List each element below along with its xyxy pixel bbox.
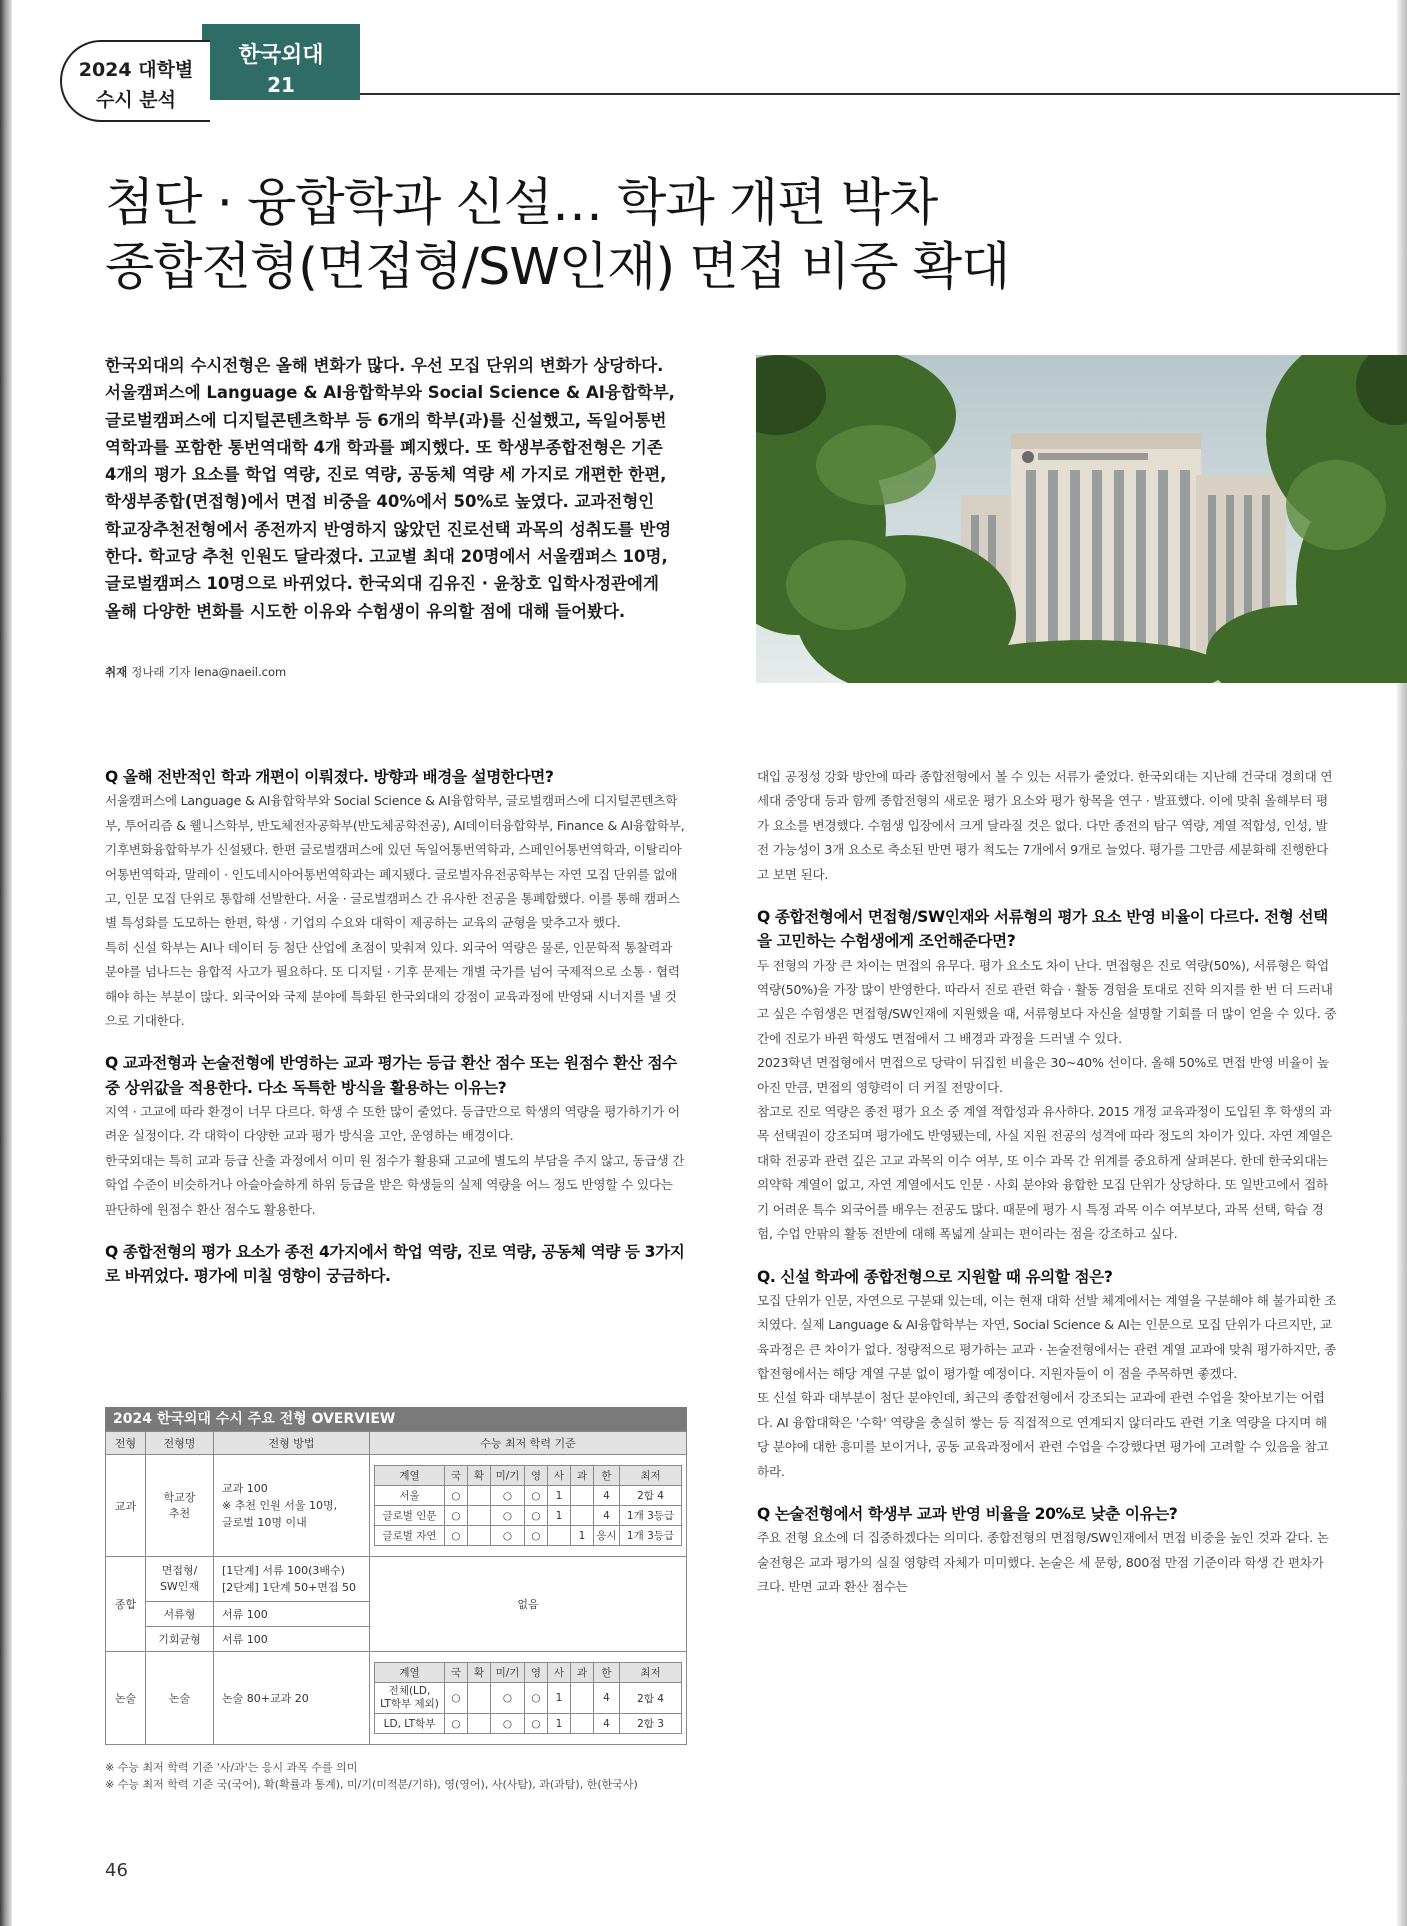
campus-photo-illustration [756, 355, 1407, 683]
cell: 2합 4 [620, 1683, 682, 1714]
series-number: 21 [267, 73, 295, 97]
cell: 4 [594, 1714, 620, 1734]
university-name: 한국외대 [238, 43, 324, 68]
track-name: 서류형 [146, 1602, 214, 1627]
article-headline [105, 172, 1305, 300]
headline-line2: 종합전형(면접형/SW인재) 면접 비중 확대 [105, 238, 1010, 297]
answer-1-para-1: 서울캠퍼스에 Language & AI융합학부와 Social Science & AI융합학부, 글로벌캠퍼스에 디지털콘텐츠학부, 투어리즘 & 웰니스학부, 반도체전자공학부(반도체공학전공), AI데이터융합학부, Finance & AI융합학부, 기후변화융합학부가 신설됐다. 한편 글로벌캠퍼스에 있던 독일어통번역학과, 스페인어통번역학과, 이탈리아어통번역학과, 말레이 · 인도네시아어통번역학과는 폐지됐다. 글로벌자유전공학부는 자연 모집 단위를 없애고, 인문 모집 단위로 통합해 선발한다. 서울 · 글로벌캠퍼스 간 유사한 전공을 통폐합했다. 이를 통해 캠퍼스별 특성화를 도모하는 한편, 학생 · 기업의 수요와 대학이 제공하는 교육의 균형을 맞추고자 했다. [105, 793, 685, 931]
cell [468, 1486, 491, 1506]
page-number: 46 [105, 1860, 128, 1881]
table-row [375, 1714, 682, 1734]
sub-header: 국 [445, 1466, 468, 1486]
gyogwa-min-table [374, 1465, 682, 1546]
group-cell: 논술 [106, 1652, 146, 1745]
group-cell: 교과 [106, 1455, 146, 1557]
cell [548, 1526, 571, 1546]
cell: ○ [491, 1506, 525, 1526]
cell: 4 [594, 1486, 620, 1506]
track-name: 기회균형 [146, 1627, 214, 1652]
cell: 글로벌 자연 [375, 1526, 445, 1546]
cell: ○ [525, 1714, 548, 1734]
cell: LD, LT학부 [375, 1714, 445, 1734]
spacer [757, 1484, 1337, 1502]
byline-text: 정나래 기자 lena@naeil.com [131, 665, 287, 679]
cell: 서울 [375, 1486, 445, 1506]
cell: ○ [445, 1506, 468, 1526]
answer-5-para-2: 또 신설 학과 대부분이 첨단 분야인데, 최근의 종합전형에서 강조되는 교과에 관련 수업을 찾아보기는 어렵다. AI 융합대학은 '수학' 역량을 충실히 쌓는 등 직접적으로 연계되지 않더라도 관련 기초 역량을 다지며 해당 분야에 대한 흥미를 보이거나, 공동 교육과정에서 관련 수업을 수강했다면 평가에 고려할 수 있음을 참고하라. [757, 1390, 1329, 1479]
cell [468, 1506, 491, 1526]
sub-header: 확 [468, 1663, 491, 1683]
answer-2-para-2: 한국외대는 특히 교과 등급 산출 과정에서 이미 원 점수가 활용돼 고교에 별도의 부담을 주지 않고, 동급생 간 학업 수준이 비슷하거나 아슬아슬하게 하위 등급을 받은 학생들의 실제 역량을 어느 정도 반영할 수 있다는 판단하에 원점수 환산 점수도 활용한다. [105, 1152, 685, 1217]
cell [571, 1714, 594, 1734]
answer-4-para-2: 2023학년 면접형에서 면접으로 당락이 뒤집힌 비율은 30~40% 선이다. 올해 50%로 면접 반영 비율이 높아진 만큼, 면접의 영향력이 더 커질 전망이다. [757, 1055, 1330, 1095]
cell: 글로벌 인문 [375, 1506, 445, 1526]
answer-2-para-1: 지역 · 고교에 따라 환경이 너무 다르다. 학생 수 또한 많이 줄었다. 등급만으로 학생의 역량을 평가하기가 어려운 실정이다. 각 대학이 다양한 교과 평가 방식을 고안, 운영하는 배경이다. [105, 1103, 680, 1144]
cell: ○ [525, 1526, 548, 1546]
headline-line1: 첨단 · 융합학과 신설… 학과 개편 박차 [105, 174, 938, 233]
question-6: Q 논술전형에서 학생부 교과 반영 비율을 20%로 낮춘 이유는? [757, 1505, 1178, 1524]
cell: ○ [491, 1714, 525, 1734]
cell [571, 1486, 594, 1506]
col-header: 수능 최저 학력 기준 [370, 1432, 687, 1455]
series-badge [60, 40, 210, 122]
table-note-1: ※ 수능 최저 학력 기준 '사/과'는 응시 과목 수를 의미 [105, 1761, 358, 1774]
sub-header: 한 [594, 1663, 620, 1683]
sub-header: 과 [571, 1663, 594, 1683]
cell: ○ [445, 1526, 468, 1546]
sub-header: 영 [525, 1663, 548, 1683]
table-row [375, 1486, 682, 1506]
cell: ○ [525, 1486, 548, 1506]
right-column [757, 765, 1337, 1600]
track-name: 논술 [146, 1652, 214, 1745]
sub-header: 국 [445, 1663, 468, 1683]
table-notes [105, 1759, 687, 1793]
track-method: 논술 80+교과 20 [214, 1652, 370, 1745]
nonsul-min-table [374, 1662, 682, 1734]
sub-header: 최저 [620, 1466, 682, 1486]
overview-table [105, 1407, 687, 1793]
sub-header: 미/기 [491, 1663, 525, 1683]
cell [571, 1683, 594, 1714]
track-name: 면접형/ SW인재 [146, 1557, 214, 1602]
lead-text: 한국외대의 수시전형은 올해 변화가 많다. 우선 모집 단위의 변화가 상당하다. 서울캠퍼스에 Language & AI융합학부와 Social Science & AI융합학부, 글로벌캠퍼스에 디지털콘텐츠학부 등 6개의 학부(과)를 신설했고, 독일어통번역학과를 포함한 통번역대학 4개 학과를 폐지했다. 또 학생부종합전형은 기존 4개의 평가 요소를 학업 역량, 진로 역량, 공동체 역량 세 가지로 개편한 한편, 학생부종합(면접형)에서 면접 비중을 40%에서 50%로 높였다. 교과전형인 학교장추천전형에서 종전까지 반영하지 않았던 진로선택 과목의 성취도를 반영한다. 학교당 추천 인원도 달라졌다. 고교별 최대 20명에서 서울캠퍼스 10명, 글로벌캠퍼스 10명으로 바뀌었다. 한국외대 김유진 · 윤창호 입학사정관에게 올해 다양한 변화를 시도한 이유와 수험생이 유의할 점에 대해 들어봤다. [105, 356, 675, 621]
cell [468, 1683, 491, 1714]
cell: ○ [491, 1486, 525, 1506]
col-header: 전형명 [146, 1432, 214, 1455]
page-edge-right [1397, 0, 1407, 1926]
question-3: Q 종합전형의 평가 요소가 종전 4가지에서 학업 역량, 진로 역량, 공동체 역량 등 3가지로 바뀌었다. 평가에 미칠 영향이 궁금하다. [105, 1242, 685, 1286]
sub-header: 사 [548, 1663, 571, 1683]
sub-header: 계열 [375, 1663, 445, 1683]
table-row [375, 1506, 682, 1526]
group-cell: 종합 [106, 1557, 146, 1652]
col-header: 전형 [106, 1432, 146, 1455]
page-binding-shadow [0, 0, 12, 1926]
cell: ○ [491, 1526, 525, 1546]
question-4: Q 종합전형에서 면접형/SW인재와 서류형의 평가 요소 반영 비율이 다르다. 전형 선택을 고민하는 수험생에게 조언해준다면? [757, 908, 1328, 951]
track-name: 학교장 추천 [146, 1455, 214, 1557]
sub-header: 영 [525, 1466, 548, 1486]
cell: ○ [445, 1683, 468, 1714]
cell: ○ [525, 1506, 548, 1526]
table-note-2: ※ 수능 최저 학력 기준 국(국어), 확(확률과 통계), 미/기(미적분/기하), 영(영어), 사(사탐), 과(과탐), 한(한국사) [105, 1778, 638, 1791]
spacer [757, 887, 1337, 905]
cell: 1 [548, 1506, 571, 1526]
sub-header: 확 [468, 1466, 491, 1486]
series-badge-line2: 수시 분석 [95, 89, 177, 111]
cell: 응시 [594, 1526, 620, 1546]
col-header: 전형 방법 [214, 1432, 370, 1455]
cell: 4 [594, 1506, 620, 1526]
cell: 1개 3등급 [620, 1526, 682, 1546]
overview-table-title: 2024 한국외대 수시 주요 전형 OVERVIEW [105, 1407, 687, 1431]
sub-header: 최저 [620, 1663, 682, 1683]
answer-6-para-1: 주요 전형 요소에 더 집중하겠다는 의미다. 종합전형의 면접형/SW인재에서 면접 비중을 높인 것과 같다. 논술전형은 교과 평가의 실질 영향력 자체가 미미했다. 논술은 세 문항, 800점 만점 기준이라 학생 간 편차가 크다. 반면 교과 환산 점수는 [757, 1530, 1329, 1595]
sub-header: 미/기 [491, 1466, 525, 1486]
cell [571, 1506, 594, 1526]
answer-5-para-1: 모집 단위가 인문, 자연으로 구분돼 있는데, 이는 현재 대학 선발 체계에서는 계열을 구분해야 해 불가피한 조치였다. 실제 Language & AI융합학부는 자연, Social Science & AI는 인문으로 모집 단위가 다르지만, 교육과정은 큰 차이가 없다. 정량적으로 평가하는 교과 · 논술전형에서는 관련 계열 교과에 맞춰 평가하지만, 종합전형에서는 해당 계열 구분 없이 평가할 예정이다. 지원자들이 이 점을 주목하면 좋겠다. [757, 1292, 1337, 1382]
campus-building-photo [756, 355, 1407, 683]
cell: 1 [571, 1526, 594, 1546]
table-row [375, 1526, 682, 1546]
series-badge-line1: 2024 대학별 [78, 59, 194, 81]
cell: 1 [548, 1486, 571, 1506]
cell: 1 [548, 1683, 571, 1714]
cell: 1개 3등급 [620, 1506, 682, 1526]
left-column [105, 765, 685, 1289]
cell [468, 1714, 491, 1734]
cell [468, 1526, 491, 1546]
sub-header: 사 [548, 1466, 571, 1486]
question-5: Q. 신설 학과에 종합전형으로 지원할 때 유의할 점은? [757, 1267, 1113, 1286]
university-tab [202, 24, 360, 100]
sub-header: 한 [594, 1466, 620, 1486]
cell: 1 [548, 1714, 571, 1734]
question-1: Q 올해 전반적인 학과 개편이 이뤄졌다. 방향과 배경을 설명한다면? [105, 768, 554, 786]
lead-paragraph [105, 352, 675, 625]
cell: 2합 4 [620, 1486, 682, 1506]
byline-label: 취재 [105, 665, 128, 679]
jonghap-min: 없음 [370, 1557, 687, 1652]
cell: ○ [445, 1486, 468, 1506]
byline [105, 664, 286, 680]
sub-header: 계열 [375, 1466, 445, 1486]
answer-4-para-3: 참고로 진로 역량은 종전 평가 요소 중 계열 적합성과 유사하다. 2015 개정 교육과정이 도입된 후 학생의 과목 선택권이 강조되며 평가에도 반영됐는데, 사실 지원 전공의 성격에 따라 정도의 차이가 있다. 자연 계열은 대학 전공과 관련 깊은 고교 과목의 이수 여부, 또 이수 과목 간 위계를 중요하게 살펴본다. 한데 한국외대는 의약학 계열이 없고, 자연 계열에서도 인문 · 사회 분야와 융합한 모집 단위가 상당하다. 또 일반고에서 접하기 어려운 특수 외국어를 배우는 전공도 많다. 때문에 평가 시 특정 과목 이수 여부보다, 과목 선택, 학습 경험, 수업 안팎의 활동 전반에 대해 폭넓게 살피는 편이라는 점을 강조하고 싶다. [757, 1104, 1333, 1242]
question-2: Q 교과전형과 논술전형에 반영하는 교과 평가는 등급 환산 점수 또는 원점수 환산 점수 중 상위값을 적용한다. 다소 독특한 방식을 활용하는 이유는? [105, 1054, 677, 1097]
answer-1-para-2: 특히 신설 학부는 AI나 데이터 등 첨단 산업에 초점이 맞춰져 있다. 외국어 역량은 물론, 인문학적 통찰력과 분야를 넘나드는 융합적 사고가 필요하다. 또 디지털 · 기후 문제는 개별 국가를 넘어 국제적으로 소통 · 협력해야 하는 부분이 많다. 외국어와 국제 분야에 특화된 한국외대의 강점이 교육과정에 반영돼 시너지를 낼 것으로 기대한다. [105, 939, 680, 1028]
track-method: 서류 100 [214, 1627, 370, 1652]
cell: 전체(LD, LT학부 제외) [375, 1683, 445, 1714]
spacer [757, 1247, 1337, 1265]
track-method: 교과 100 ※ 추천 인원 서울 10명, 글로벌 10명 이내 [214, 1455, 370, 1557]
answer-3-para-1: 대입 공정성 강화 방안에 따라 종합전형에서 볼 수 있는 서류가 줄었다. 한국외대는 지난해 건국대 경희대 연세대 중앙대 등과 함께 종합전형의 새로운 평가 요소와 평가 항목을 연구 · 발표했다. 이에 맞춰 올해부터 평가 요소를 변경했다. 수험생 입장에서 크게 달라질 것은 없다. 다만 종전의 탐구 역량, 계열 적합성, 인성, 발전 가능성이 3개 요소로 축소된 반면 평가 척도는 7개에서 9개로 늘었다. 평가를 그만큼 세분화해 진행한다고 보면 된다. [757, 769, 1333, 882]
cell: ○ [491, 1683, 525, 1714]
cell: 4 [594, 1683, 620, 1714]
answer-4-para-1: 두 전형의 가장 큰 차이는 면접의 유무다. 평가 요소도 차이 난다. 면접형은 진로 역량(50%), 서류형은 학업 역량(50%)을 가장 많이 반영한다. 따라서 진로 관련 학습 · 활동 경험을 토대로 진학 의지를 한 번 더 드러내고 싶은 수험생은 면접형/SW인재에 지원했을 때, 서류형보다 자신을 설명할 기회를 더 많이 얻을 수 있다. 중간에 진로가 바뀐 학생도 면접에서 그 배경과 과정을 드러낼 수 있다. [757, 957, 1337, 1046]
overview-main-table [105, 1431, 687, 1745]
sub-header: 과 [571, 1466, 594, 1486]
track-method: 서류 100 [214, 1602, 370, 1627]
cell: 2합 3 [620, 1714, 682, 1734]
spacer [105, 1222, 685, 1240]
cell: ○ [445, 1714, 468, 1734]
cell: ○ [525, 1683, 548, 1714]
track-method: [1단계] 서류 100(3배수) [2단계] 1단계 50+면접 50 [214, 1557, 370, 1602]
spacer [105, 1033, 685, 1051]
table-row [375, 1683, 682, 1714]
header-rule [360, 93, 1400, 95]
